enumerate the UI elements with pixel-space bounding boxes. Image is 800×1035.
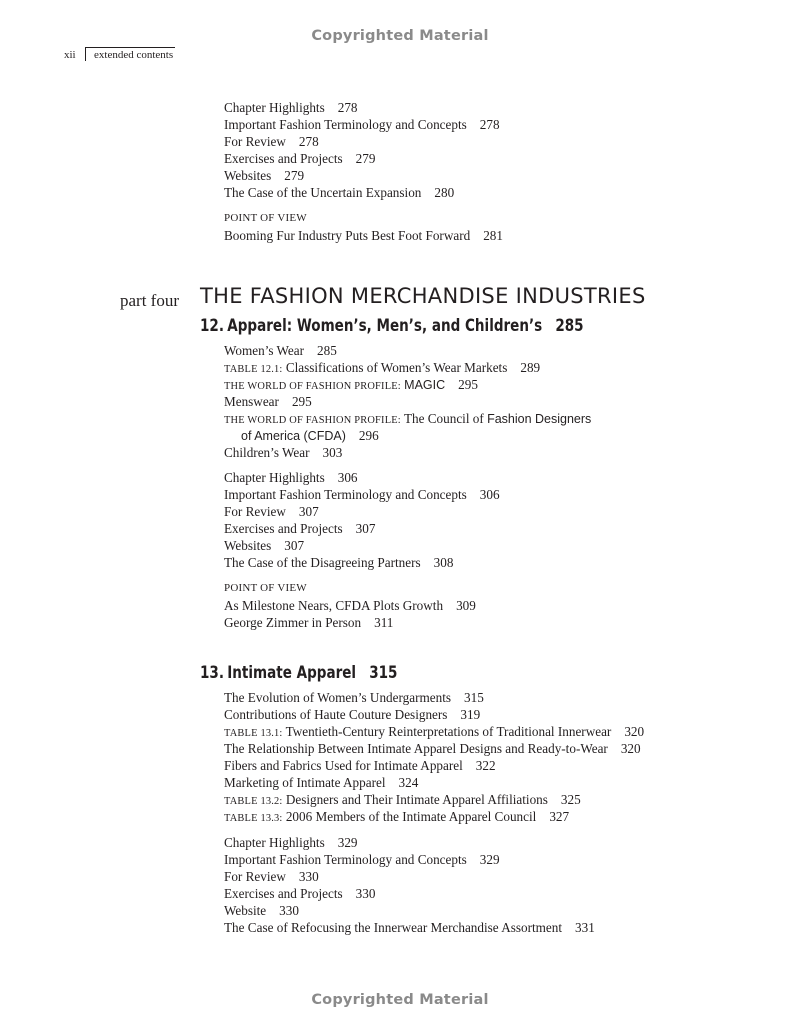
header-rule-vertical <box>85 47 86 61</box>
toc-entry: For Review 330 <box>224 869 319 884</box>
toc-entry: TABLE 13.3: 2006 Members of the Intimate Apparel Council 327 <box>224 809 570 824</box>
toc-entry: Important Fashion Terminology and Concepts 329 <box>224 852 500 867</box>
toc-entry: For Review 278 <box>224 134 319 149</box>
page-number: xii <box>64 49 76 61</box>
toc-entry: THE WORLD OF FASHION PROFILE: The Council of Fashion Designers <box>224 411 592 426</box>
toc-entry: Fibers and Fabrics Used for Intimate Apparel 322 <box>224 758 496 773</box>
toc-entry: Children’s Wear 303 <box>224 445 343 460</box>
toc-entry: George Zimmer in Person 311 <box>224 615 394 630</box>
toc-entry: Exercises and Projects 330 <box>224 886 376 901</box>
header-rule-horizontal <box>85 47 175 48</box>
copyright-watermark-bottom: Copyrighted Material <box>311 992 489 1008</box>
toc-entry: For Review 307 <box>224 504 319 519</box>
toc-entry: The Case of the Uncertain Expansion 280 <box>224 185 455 200</box>
point-of-view-label: POINT OF VIEW <box>224 582 307 594</box>
point-of-view-label: POINT OF VIEW <box>224 212 307 224</box>
toc-entry: Websites 279 <box>224 168 305 183</box>
toc-entry: Important Fashion Terminology and Concepts 306 <box>224 487 500 502</box>
toc-entry: Marketing of Intimate Apparel 324 <box>224 775 419 790</box>
toc-entry: Menswear 295 <box>224 394 312 409</box>
toc-entry: TABLE 13.2: Designers and Their Intimate Apparel Affiliations 325 <box>224 792 581 807</box>
part-label: part four <box>120 291 180 310</box>
toc-entry: Exercises and Projects 307 <box>224 521 376 536</box>
toc-entry: THE WORLD OF FASHION PROFILE: MAGIC 295 <box>224 377 478 392</box>
toc-entry: As Milestone Nears, CFDA Plots Growth 309 <box>224 598 476 613</box>
toc-entry: The Case of the Disagreeing Partners 308 <box>224 555 454 570</box>
toc-entry: TABLE 13.1: Twentieth-Century Reinterpretations of Traditional Innerwear 320 <box>224 724 645 739</box>
toc-entry: Exercises and Projects 279 <box>224 151 376 166</box>
toc-entry: Website 330 <box>224 903 299 918</box>
toc-entry: Booming Fur Industry Puts Best Foot Forward 281 <box>224 228 503 243</box>
toc-entry: Women’s Wear 285 <box>224 343 337 358</box>
toc-entry: Contributions of Haute Couture Designers 319 <box>224 707 481 722</box>
toc-entry: Chapter Highlights 329 <box>224 835 358 850</box>
toc-entry: Websites 307 <box>224 538 305 553</box>
toc-entry: The Evolution of Women’s Undergarments 315 <box>224 690 484 705</box>
toc-entry: TABLE 12.1: Classifications of Women’s Wear Markets 289 <box>224 360 541 375</box>
toc-entry: Important Fashion Terminology and Concepts 278 <box>224 117 500 132</box>
toc-entry-continuation: of America (CFDA) 296 <box>241 428 379 443</box>
chapter-13-heading: 13. Intimate Apparel 315 <box>200 663 398 682</box>
chapter-12-heading: 12. Apparel: Women’s, Men’s, and Children’s 285 <box>200 316 584 335</box>
toc-entry: Chapter Highlights 306 <box>224 470 358 485</box>
part-title: THE FASHION MERCHANDISE INDUSTRIES <box>200 284 646 308</box>
running-head-title: extended contents <box>94 49 174 61</box>
toc-entry: The Case of Refocusing the Innerwear Merchandise Assortment 331 <box>224 920 595 935</box>
copyright-watermark-top: Copyrighted Material <box>311 28 489 44</box>
toc-entry: Chapter Highlights 278 <box>224 100 358 115</box>
toc-entry: The Relationship Between Intimate Apparel Designs and Ready-to-Wear 320 <box>224 741 641 756</box>
